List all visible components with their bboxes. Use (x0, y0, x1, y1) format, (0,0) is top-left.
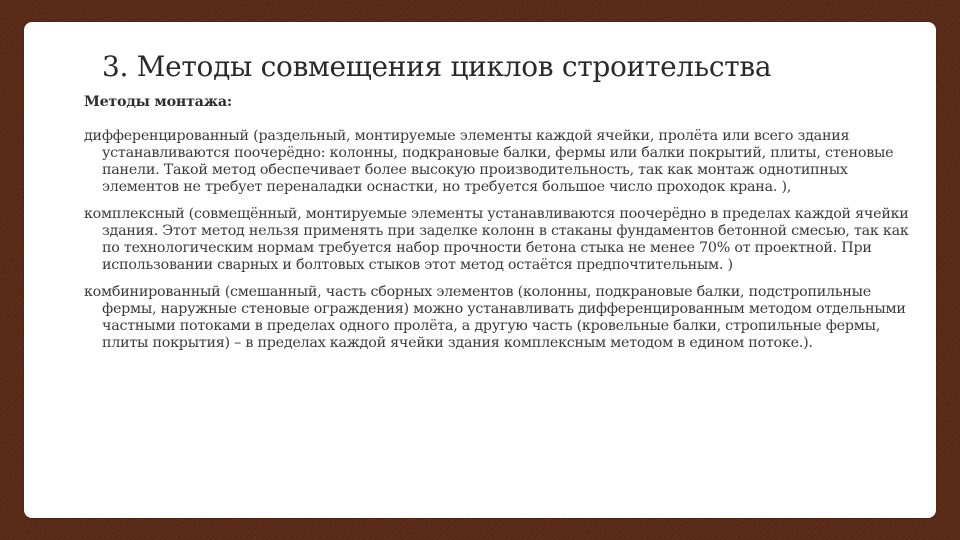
paragraph-differentiated: дифференцированный (раздельный, монтируемые элементы каждой ячейки, пролёта или всего здания устанавливаются поочерёдно: колонны, подкрановые балки, фермы или балки покрытий, плиты, стеновые панели. Такой метод обеспечивает более высокую производительность, так как монтаж однотипных элементов не требует переналадки оснастки, но требуется большое число проходок крана. ), (84, 128, 894, 195)
paragraph-combined: комбинированный (смешанный, часть сборных элементов (колонны, подкрановые балки, подстропильные фермы, наружные стеновые ограждения) можно устанавливать дифференцированным методом отдельными частными потоками в пределах одного пролёта, а другую часть (кровельные балки, стропильные фермы, плиты покрытия) – в пределах каждой ячейки здания комплексным методом в едином потоке.). (84, 284, 906, 351)
slide-title: 3. Методы совмещения циклов строительства (102, 50, 772, 83)
slide-card (24, 22, 936, 518)
paragraph-complex: комплексный (совмещённый, монтируемые элементы устанавливаются поочерёдно в пределах каждой ячейки здания. Этот метод нельзя применять при заделке колонн в стаканы фундаментов бетонной смесью, так как по технологическим нормам требуется набор прочности бетона стыка не менее 70% от проектной. При использовании сварных и болтовых стыков этот метод остаётся предпочтительным. ) (84, 206, 909, 273)
subheading: Методы монтажа: (84, 94, 232, 110)
slide-content (84, 94, 914, 362)
